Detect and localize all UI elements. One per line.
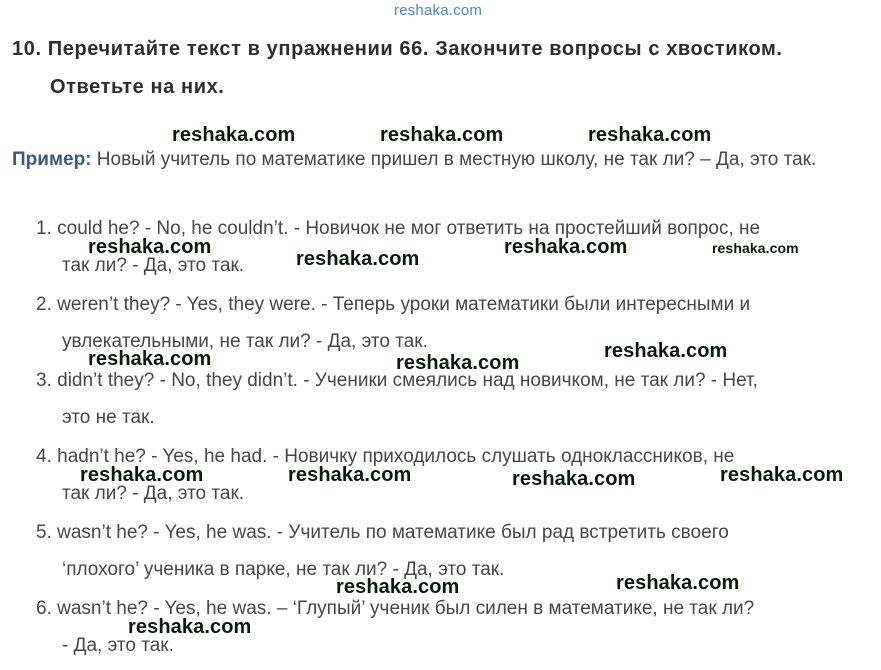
- watermark: reshaka.com: [712, 240, 799, 256]
- watermark: reshaka.com: [80, 464, 204, 486]
- watermark: reshaka.com: [88, 348, 212, 370]
- watermark: reshaka.com: [296, 248, 420, 270]
- answer-item-3-line-1: 3. didn’t they? - No, they didn’t. - Ученики смеялись над новичком, не так ли? - Нет,: [36, 370, 758, 391]
- example-label: Пример:: [12, 149, 92, 170]
- answer-item-2-line-2: увлекательными, не так ли? - Да, это так.: [62, 331, 428, 352]
- example-paragraph: [12, 142, 872, 177]
- answer-item-1-line-1: 1. could he? - No, he couldn’t. - Новичок не мог ответить на простейший вопрос, не: [36, 218, 761, 239]
- answer-item-5-line-1: 5. wasn’t he? - Yes, he was. - Учитель по математике был рад встретить своего: [36, 522, 729, 543]
- watermark: reshaka.com: [512, 468, 636, 490]
- answer-item-6-line-2: - Да, это так.: [62, 635, 174, 656]
- watermark: reshaka.com: [604, 340, 728, 362]
- title-line-1: 10. Перечитайте текст в упражнении 66. Закончите вопросы с хвостиком.: [12, 38, 783, 60]
- answer-item-2-line-1: 2. weren’t they? - Yes, they were. - Теперь уроки математики были интересными и: [36, 294, 751, 315]
- watermark: reshaka.com: [380, 124, 504, 146]
- exercise-title: [12, 30, 783, 106]
- watermark: reshaka.com: [504, 236, 628, 258]
- watermark: reshaka.com: [288, 464, 412, 486]
- title-line-2: Ответьте на них.: [50, 76, 225, 98]
- example-text: Новый учитель по математике пришел в местную школу, не так ли? – Да, это так.: [91, 149, 817, 170]
- watermark: reshaka.com: [128, 616, 252, 638]
- watermark: reshaka.com: [88, 236, 212, 258]
- answer-item-5-line-2: ‘плохого’ ученика в парке, не так ли? - Да, это так.: [62, 559, 505, 580]
- watermark: reshaka.com: [396, 352, 520, 374]
- watermark: reshaka.com: [172, 124, 296, 146]
- answer-item-1-line-2: так ли? - Да, это так.: [62, 255, 245, 276]
- watermark-top: reshaka.com: [394, 2, 483, 19]
- watermark: reshaka.com: [336, 576, 460, 598]
- answer-item-4-line-1: 4. hadn’t he? - Yes, he had. - Новичку приходилось слушать одноклассников, не: [36, 446, 735, 467]
- watermark: reshaka.com: [616, 572, 740, 594]
- watermark: reshaka.com: [588, 124, 712, 146]
- answer-item-4-line-2: так ли? - Да, это так.: [62, 483, 245, 504]
- answer-item-3-line-2: это не так.: [62, 407, 155, 428]
- answer-item-6-line-1: 6. wasn’t he? - Yes, he was. – ‘Глупый’ ученик был силен в математике, не так ли?: [36, 598, 755, 619]
- watermark: reshaka.com: [720, 464, 844, 486]
